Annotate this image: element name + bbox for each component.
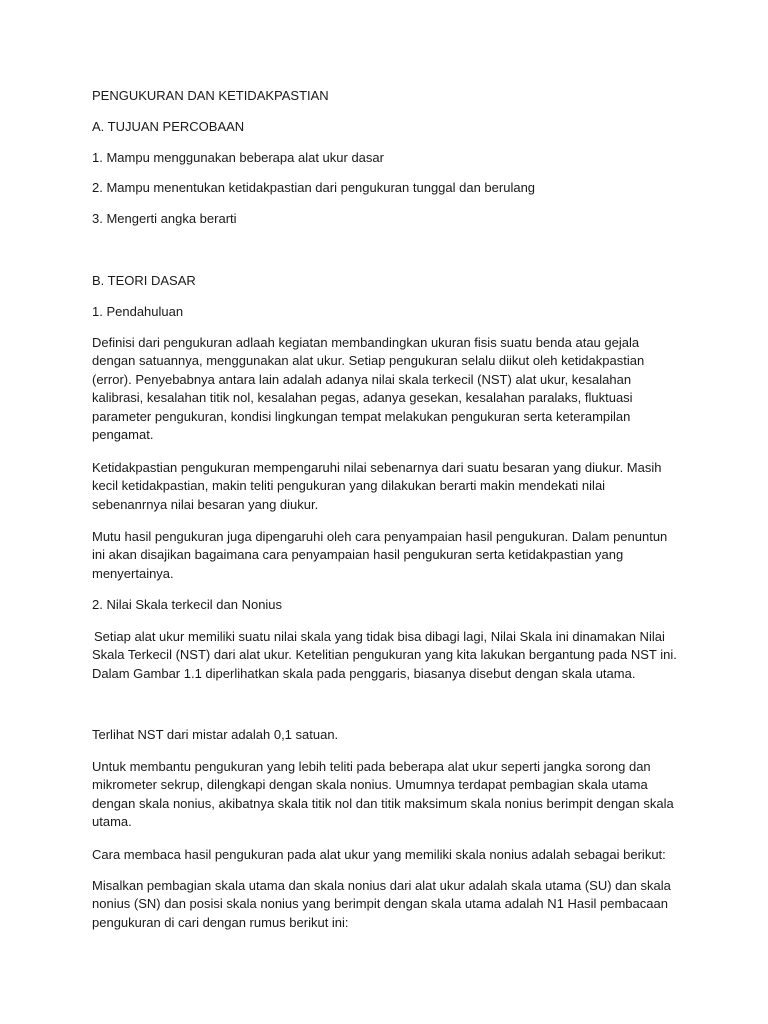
objective-item: 3. Mengerti angka berarti xyxy=(92,211,237,226)
paragraph-line: utama. xyxy=(92,814,132,829)
paragraph-line: Skala Terkecil (NST) dari alat ukur. Ketelitian pengukuran yang kita lakukan bergantung pada NST ini. xyxy=(92,647,677,662)
paragraph-line: Setiap alat ukur memiliki suatu nilai skala yang tidak bisa dibagi lagi, Nilai Skala ini dinamakan Nilai xyxy=(94,629,665,644)
paragraph-line: pengukuran di cari dengan rumus berikut ini: xyxy=(92,915,349,930)
subsection-heading: 2. Nilai Skala terkecil dan Nonius xyxy=(92,597,283,612)
paragraph-line: Terlihat NST dari mistar adalah 0,1 satuan. xyxy=(92,727,339,742)
paragraph-line: dengan skala nonius, akibatnya skala titik nol dan titik maksimum skala nonius berimpit dengan skala xyxy=(92,796,674,811)
paragraph-line: dengan satuannya, menggunakan alat ukur. Setiap pengukuran selalu diikut oleh ketidakpastian xyxy=(92,353,645,368)
paragraph-line: Misalkan pembagian skala utama dan skala nonius dari alat ukur adalah skala utama (SU) dan skala xyxy=(92,878,671,893)
paragraph-line: (error). Penyebabnya antara lain adalah adanya nilai skala terkecil (NST) alat ukur, kesalahan xyxy=(92,372,632,387)
paragraph-line: nonius (SN) dan posisi skala nonius yang berimpit dengan skala utama adalah N1 Hasil pembacaan xyxy=(92,896,668,911)
section-a-heading: A. TUJUAN PERCOBAAN xyxy=(92,119,245,134)
subsection-heading: 1. Pendahuluan xyxy=(92,304,184,319)
paragraph-line: Mutu hasil pengukuran juga dipengaruhi oleh cara penyampaian hasil pengukuran. Dalam penuntun xyxy=(92,529,668,544)
paragraph-line: kalibrasi, kesalahan titik nol, kesalahan pegas, adanya gesekan, kesalahan paralaks, fluktuasi xyxy=(92,390,633,405)
objective-item: 1. Mampu menggunakan beberapa alat ukur dasar xyxy=(92,150,384,165)
paragraph-line: sebenanrnya nilai besaran yang diukur. xyxy=(92,497,319,512)
paragraph-line: Ketidakpastian pengukuran mempengaruhi nilai sebenarnya dari suatu besaran yang diukur. Masih xyxy=(92,460,662,475)
paragraph-line: menyertainya. xyxy=(92,566,174,581)
paragraph-line: Dalam Gambar 1.1 diperlihatkan skala pada penggaris, biasanya disebut dengan skala utama. xyxy=(92,666,636,681)
paragraph-line: mikrometer sekrup, dilengkapi dengan skala nonius. Umumnya terdapat pembagian skala utama xyxy=(92,777,648,792)
section-b-heading: B. TEORI DASAR xyxy=(92,273,196,288)
paragraph-line: Definisi dari pengukuran adlaah kegiatan membandingkan ukuran fisis suatu benda atau gejala xyxy=(92,335,640,350)
paragraph-line: Cara membaca hasil pengukuran pada alat ukur yang memiliki skala nonius adalah sebagai berikut: xyxy=(92,847,666,862)
paragraph-line: Untuk membantu pengukuran yang lebih teliti pada beberapa alat ukur seperti jangka sorong dan xyxy=(92,759,651,774)
page-title: PENGUKURAN DAN KETIDAKPASTIAN xyxy=(92,88,329,103)
paragraph-line: parameter pengukuran, kondisi lingkungan tempat melakukan pengukuran serta keterampilan xyxy=(92,409,631,424)
paragraph-line: kecil ketidakpastian, makin teliti pengukuran yang dilakukan berarti makin mendekati nilai xyxy=(92,478,606,493)
paragraph-line: ini akan disajikan bagaimana cara penyampaian hasil pengukuran serta ketidakpastian yang xyxy=(92,547,624,562)
paragraph-line: pengamat. xyxy=(92,427,154,442)
objective-item: 2. Mampu menentukan ketidakpastian dari pengukuran tunggal dan berulang xyxy=(92,180,536,195)
